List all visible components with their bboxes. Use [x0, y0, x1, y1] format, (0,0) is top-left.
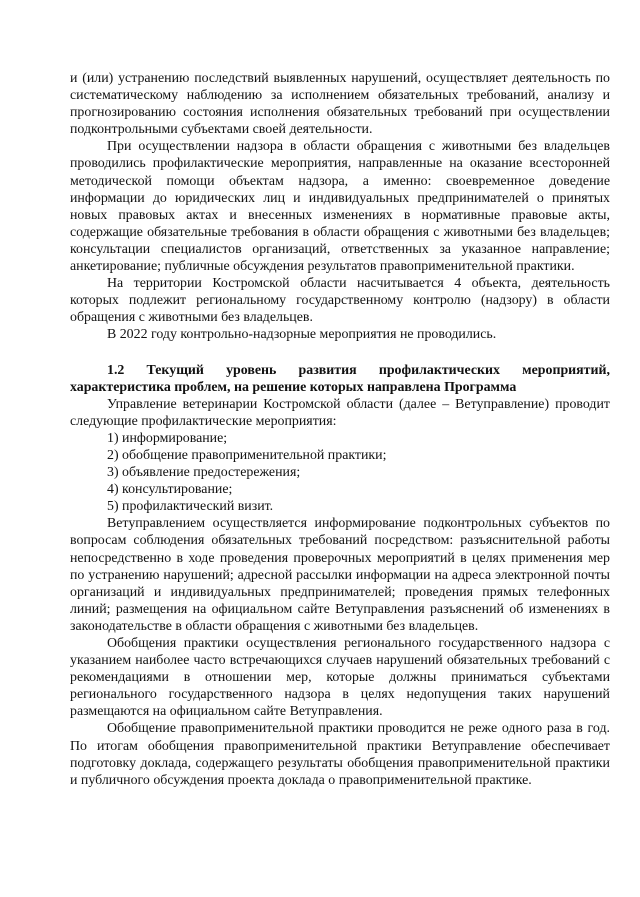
- paragraph-annual-report: Обобщение правоприменительной практики проводится не реже одного раза в год. По итогам обобщения правоприменительной практики Ветуправление обеспечивает подготовку доклада, содержащего результаты обобщения правоприменительной практики и публичного обсуждения проекта доклада о правоприменительной практике.: [70, 721, 610, 788]
- list-item: 3) объявление предостережения;: [107, 465, 301, 481]
- list-item: 2) обобщение правоприменительной практики;: [107, 447, 387, 463]
- section-heading: [70, 362, 610, 396]
- list-item: 1) информирование;: [107, 430, 228, 446]
- paragraph-continuation: и (или) устранению последствий выявленных нарушений, осуществляет деятельность по систематическому наблюдению за исполнением обязательных требований, анализу и прогнозированию состояния исполнения обязательных требований при осуществлении подконтрольными субъектами своей деятельности.: [70, 71, 610, 138]
- paragraph-informing: Ветуправлением осуществляется информирование подконтрольных субъектов по вопросам соблюдения обязательных требований посредством: разъяснительной работы непосредственно в ходе проведения проверочных мероприятий в целях применения мер по устранению нарушений; адресной рассылки информации на адреса электронной почты организаций и индивидуальных предпринимателей; проведения прямых телефонных линий; размещения на официальном сайте Ветуправления разъяснений об изменениях в законодательстве в области обращения с животными без владельцев.: [70, 516, 610, 634]
- paragraph-object-count: На территории Костромской области насчитывается 4 объекта, деятельность которых подлежит региональному государственному контролю (надзору) в области обращения с животными без владельцев.: [70, 276, 610, 326]
- section-heading-text: 1.2 Текущий уровень развития профилактических мероприятий, характеристика проблем, на решение которых направлена Программа: [70, 362, 610, 395]
- list-item: 4) консультирование;: [107, 482, 233, 498]
- paragraph-vetupravlenie-intro: Управление ветеринарии Костромской области (далее – Ветуправление) проводит следующие профилактические мероприятия:: [70, 396, 610, 429]
- document-body: [70, 70, 610, 789]
- list-item: 5) профилактический визит.: [107, 499, 274, 515]
- paragraph-2022-inspections: В 2022 году контрольно-надзорные мероприятия не проводились.: [107, 327, 497, 343]
- paragraph-prevention-measures: При осуществлении надзора в области обращения с животными без владельцев проводились профилактические мероприятия, направленные на оказание всесторонней методической помощи объектам надзора, а именно: своевременное доведение информации до юридических лиц и индивидуальных предпринимателей о принятых новых правовых актах и внесенных изменениях в нормативные правовые акты, содержащие обязательные требования в области обращения с животными без владельцев; консультации специалистов организаций, ответственных за указанное направление; анкетирование; публичные обсуждения результатов правоприменительной практики.: [70, 139, 610, 275]
- paragraph-practice-generalization: Обобщения практики осуществления регионального государственного надзора с указанием наиболее часто встречающихся случаев нарушений обязательных требований с рекомендациями в отношении мер, которые должны приниматься субъектами регионального государственного надзора в целях недопущения таких нарушений размещаются на официальном сайте Ветуправления.: [70, 636, 610, 720]
